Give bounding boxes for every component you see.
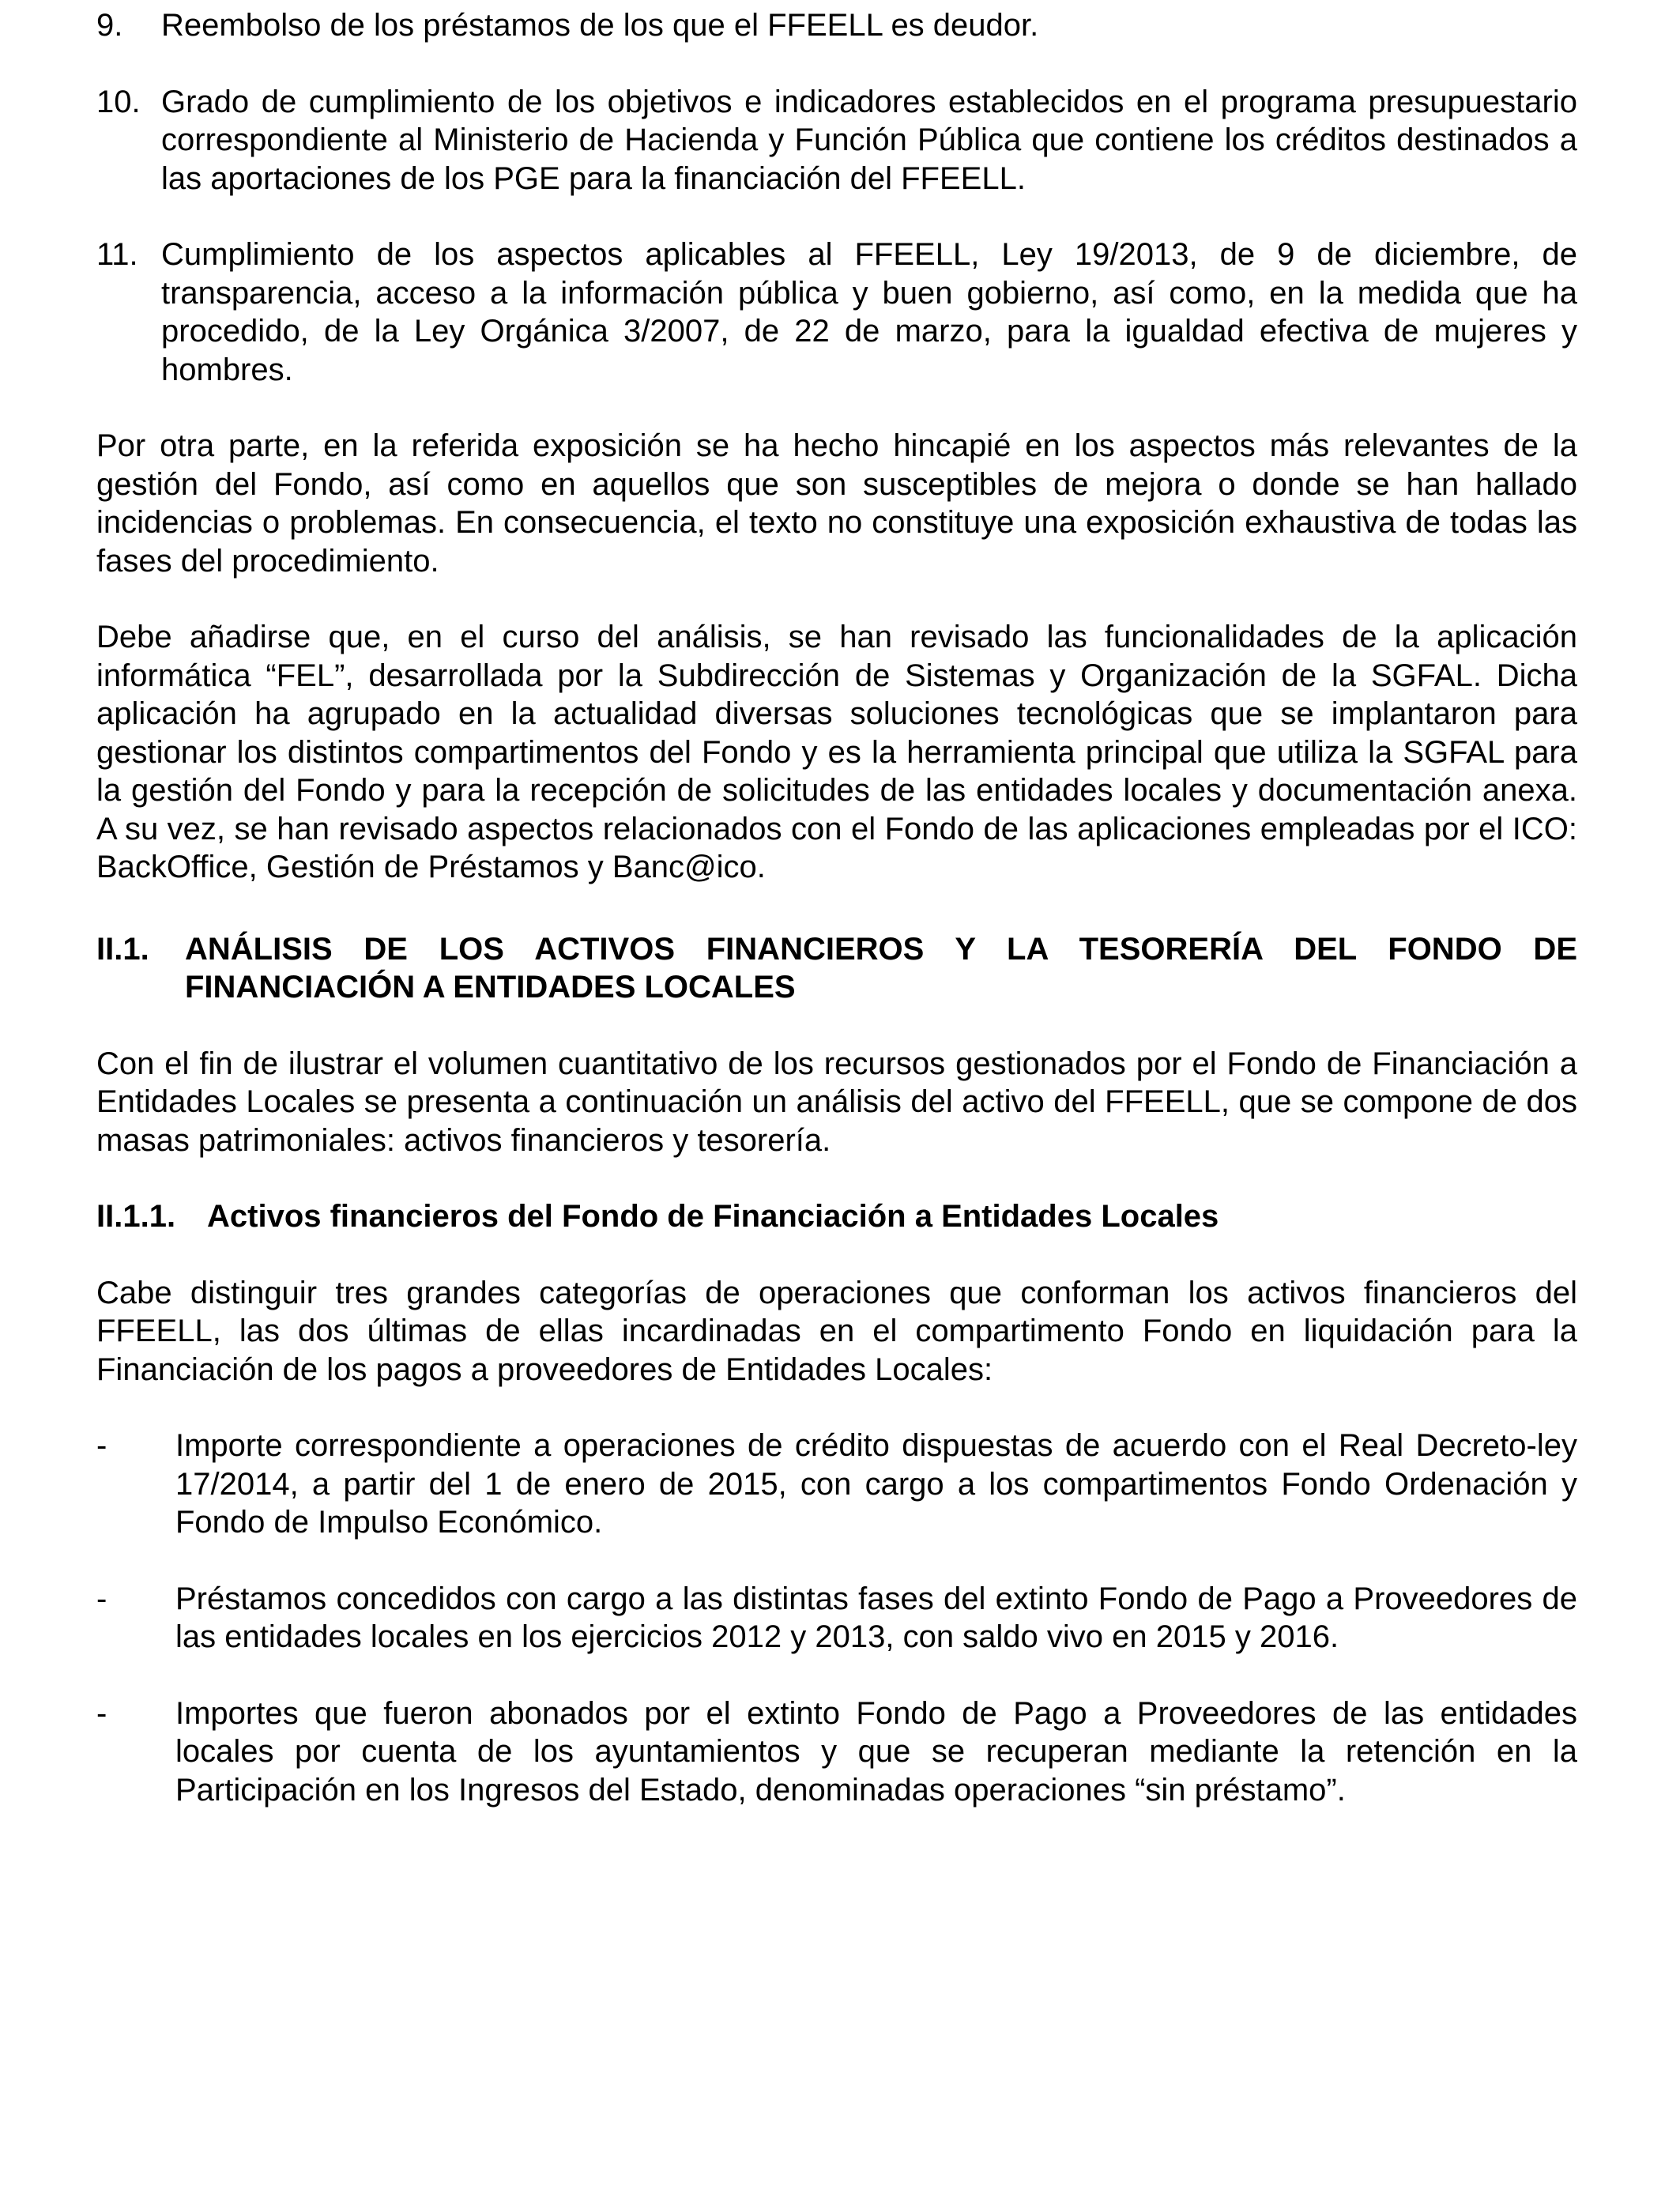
paragraph-fel-application: Debe añadirse que, en el curso del análisis, se han revisado las funcionalidades de la aplicación informática “FEL”, desarrollada por la Subdirección de Sistemas y Organización de la SGFAL. Dicha aplicación ha agrupado en la actualidad diversas soluciones tecnológicas que se implantaron para gestionar los distintos compartimentos del Fondo y es la herramienta principal que utiliza la SGFAL para la gestión del Fondo y para la recepción de solicitudes de las entidades locales y documentación anexa. A su vez, se han revisado aspectos relacionados con el Fondo de las aplicaciones empleadas por el ICO: BackOffice, Gestión de Préstamos y Banc@ico.: [96, 620, 1577, 884]
dash-marker: -: [96, 1428, 107, 1463]
dash-item-text: Importe correspondiente a operaciones de crédito dispuestas de acuerdo con el Real Decreto-ley 17/2014, a partir del 1 de enero de 2015, con cargo a los compartimentos Fondo Ordenación y Fondo de Impulso Económico.: [175, 1428, 1577, 1540]
subsection-heading: [96, 1197, 1577, 1236]
subsection-number: II.1.1.: [96, 1199, 176, 1234]
dash-item-credit-operations: [96, 1427, 1577, 1542]
section-number: II.1.: [96, 931, 149, 967]
paragraph-other-aspects: Por otra parte, en la referida exposición se ha hecho hincapié en los aspectos más relevantes de la gestión del Fondo, así como en aquellos que son susceptibles de mejora o donde se han hallado incidencias o problemas. En consecuencia, el texto no constituye una exposición exhaustiva de todas las fases del procedimiento.: [96, 428, 1577, 579]
dash-marker: -: [96, 1581, 107, 1616]
list-item-9: [96, 6, 1577, 45]
dash-marker: -: [96, 1695, 107, 1731]
section-title: ANÁLISIS DE LOS ACTIVOS FINANCIEROS Y LA TESORERÍA DEL FONDO DE FINANCIACIÓN A ENTIDADES LOCALES: [185, 931, 1577, 1005]
dash-item-payments: [96, 1695, 1577, 1810]
dash-item-text: Importes que fueron abonados por el extinto Fondo de Pago a Proveedores de las entidades locales por cuenta de los ayuntamientos y que se recuperan mediante la retención en la Participación en los Ingresos del Estado, denominadas operaciones “sin préstamo”.: [175, 1695, 1577, 1808]
list-item-text: Grado de cumplimiento de los objetivos e indicadores establecidos en el programa presupuestario correspondiente al Ministerio de Hacienda y Función Pública que contiene los créditos destinados a las aportaciones de los PGE para la financiación del FFEELL.: [161, 84, 1577, 196]
dash-item-loans: [96, 1580, 1577, 1657]
dash-item-text: Préstamos concedidos con cargo a las distintas fases del extinto Fondo de Pago a Proveedores de las entidades locales en los ejercicios 2012 y 2013, con saldo vivo en 2015 y 2016.: [175, 1581, 1577, 1654]
list-item-11: [96, 236, 1577, 389]
list-item-text: Cumplimiento de los aspectos aplicables al FFEELL, Ley 19/2013, de 9 de diciembre, de transparencia, acceso a la información pública y buen gobierno, así como, en la medida que ha procedido, de la Ley Orgánica 3/2007, de 22 de marzo, para la igualdad efectiva de mujeres y hombres.: [161, 237, 1577, 387]
section-heading: [96, 930, 1577, 1007]
list-item-10: [96, 83, 1577, 198]
list-item-text: Reembolso de los préstamos de los que el FFEELL es deudor.: [161, 8, 1039, 43]
paragraph-asset-analysis: Con el fin de ilustrar el volumen cuantitativo de los recursos gestionados por el Fondo de Financiación a Entidades Locales se presenta a continuación un análisis del activo del FFEELL, que se compone de dos masas patrimoniales: activos financieros y tesorería.: [96, 1046, 1577, 1158]
subsection-title: Activos financieros del Fondo de Financiación a Entidades Locales: [207, 1199, 1219, 1234]
document-page: [96, 6, 1577, 1809]
list-item-number: 11.: [96, 237, 138, 272]
list-item-number: 9.: [96, 8, 123, 43]
list-item-number: 10.: [96, 84, 141, 119]
paragraph-categories: Cabe distinguir tres grandes categorías de operaciones que conforman los activos financieros del FFEELL, las dos últimas de ellas incardinadas en el compartimento Fondo en liquidación para la Financiación de los pagos a proveedores de Entidades Locales:: [96, 1275, 1577, 1387]
